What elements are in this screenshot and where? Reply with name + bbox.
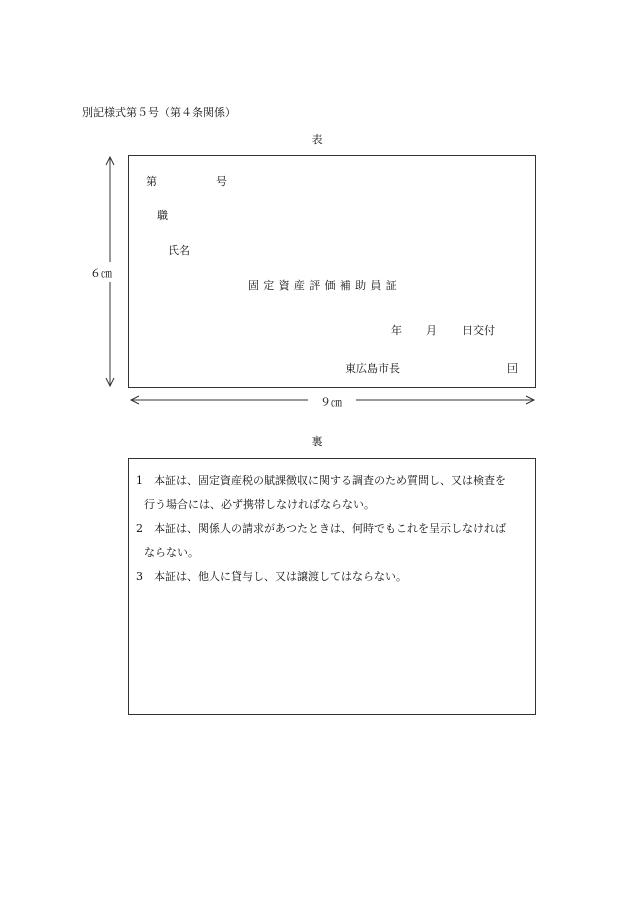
date-month-label: 月 (426, 324, 437, 337)
seal-mark: 囙 (507, 362, 518, 375)
card-number-suffix: 号 (216, 175, 227, 188)
date-year-label: 年 (391, 324, 402, 337)
card-number-prefix: 第 (146, 175, 157, 188)
back-item-text: 本証は、関係人の請求があつたときは、何時でもこれを呈示しなければ (154, 522, 506, 535)
back-item-text-continued: ならない。 (144, 546, 199, 559)
width-arrow-right (526, 396, 534, 404)
width-arrow-left (131, 396, 139, 404)
back-item-text: 本証は、他人に貸与し、又は譲渡してはならない。 (154, 570, 407, 583)
back-item-2 (136, 517, 532, 565)
back-item-number: 3 (136, 570, 143, 583)
height-arrow-bottom (106, 378, 114, 386)
height-dimension-label: ６㎝ (90, 267, 112, 280)
position-label: 職 (157, 209, 168, 222)
back-item-text-continued: 行う場合には、必ず携帯しなければならない。 (144, 498, 375, 511)
back-item-3 (136, 565, 532, 589)
name-label: 氏名 (168, 244, 190, 257)
width-dimension-label: ９㎝ (314, 394, 348, 410)
front-side-label: 表 (311, 133, 323, 146)
back-item-number: 1 (136, 474, 143, 487)
date-day-issued-label: 日交付 (462, 324, 495, 337)
back-item-1 (136, 469, 532, 517)
height-arrow-top (106, 157, 114, 165)
card-title: 固定資産評価補助員証 (248, 279, 401, 292)
card-front (128, 155, 536, 388)
back-item-number: 2 (136, 522, 143, 535)
back-item-text: 本証は、固定資産税の賦課徴収に関する調査のため質問し、又は検査を (154, 474, 506, 487)
issuer-name: 東広島市長 (345, 362, 400, 375)
form-title: 別記様式第５号（第４条関係） (82, 106, 236, 119)
back-side-label: 裏 (311, 435, 323, 448)
